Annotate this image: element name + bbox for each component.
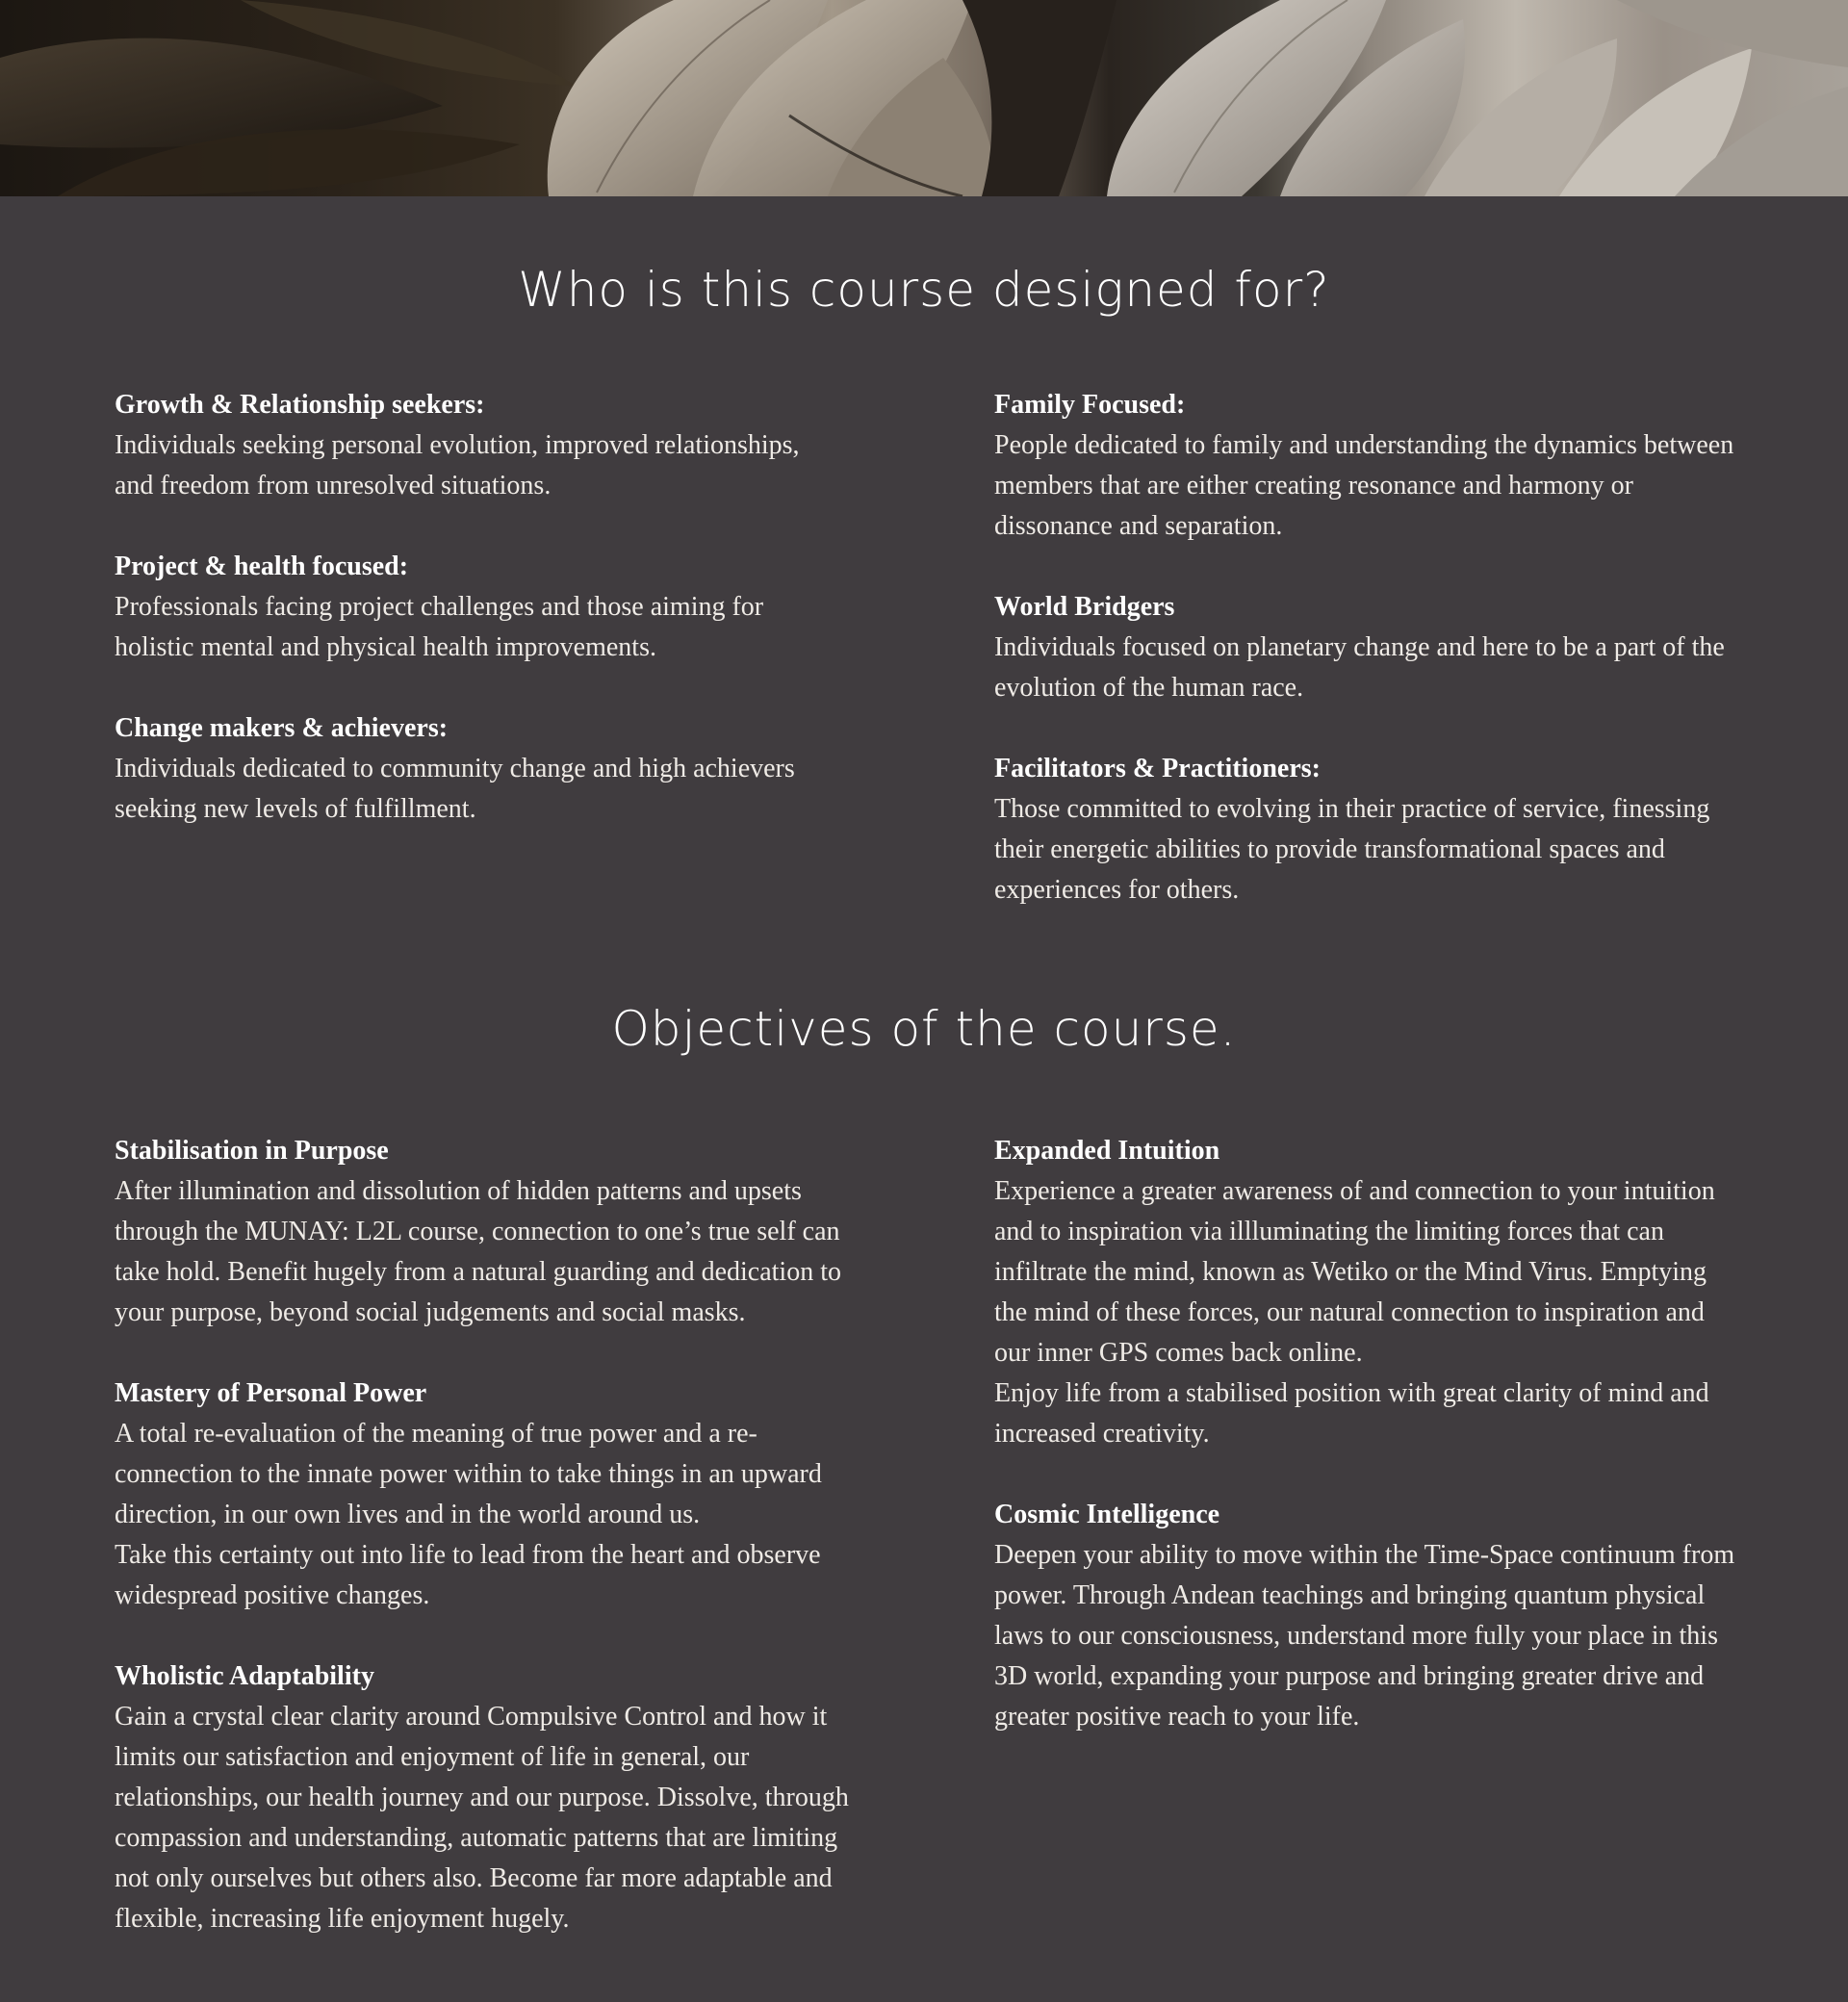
objective-item — [115, 1373, 885, 1616]
audience-right-column — [994, 385, 1784, 951]
objective-item-text: Deepen your ability to move within the Time-Space continuum from power. Through Andean teachings and bringing quantum physical laws to our consciousness, understand more fully your place in this 3D world, expanding your purpose and bringing greater drive and greater positive reach to your life. — [994, 1540, 1735, 1732]
objective-item — [994, 1495, 1784, 1737]
audience-item-title: Project & health focused: — [115, 552, 409, 581]
objective-item — [115, 1656, 885, 1939]
audience-item-text: Those committed to evolving in their practice of service, finessing their energetic abilities to provide transformational spaces and experiences for others. — [994, 794, 1710, 905]
audience-title: Who is this course designed for? — [518, 262, 1330, 318]
audience-item-title: World Bridgers — [994, 592, 1175, 622]
objective-item-title: Wholistic Adaptability — [115, 1661, 374, 1691]
feathers-illustration — [0, 0, 1848, 196]
objective-item-text: After illumination and dissolution of hidden patterns and upsets through the MUNAY: L2L course, connection to one’s true self can take hold. Benefit hugely from a natural guarding and dedication to your purpose, beyond social judgements and social masks. — [115, 1176, 841, 1327]
audience-item — [115, 547, 885, 668]
hero-feathers-image — [0, 0, 1848, 196]
audience-item-title: Growth & Relationship seekers: — [115, 390, 485, 420]
objective-item-title: Expanded Intuition — [994, 1136, 1220, 1166]
audience-item — [994, 587, 1784, 708]
objective-item — [994, 1131, 1784, 1454]
audience-item — [115, 385, 885, 506]
objectives-right-column — [994, 1131, 1784, 1778]
audience-left-column — [115, 385, 885, 870]
objective-item-title: Mastery of Personal Power — [115, 1378, 427, 1408]
audience-item-text: People dedicated to family and understanding the dynamics between members that are either creating resonance and harmony or dissonance and separation. — [994, 430, 1734, 541]
objectives-title: Objectives of the course. — [611, 1001, 1237, 1057]
objective-item — [115, 1131, 885, 1333]
audience-item-text: Individuals dedicated to community change and high achievers seeking new levels of fulfillment. — [115, 754, 795, 824]
objective-item-title: Cosmic Intelligence — [994, 1500, 1220, 1529]
audience-item — [994, 385, 1784, 547]
objective-item-text: Gain a crystal clear clarity around Compulsive Control and how it limits our satisfaction and enjoyment of life in general, our relationships, our health journey and our purpose. Dissolve, through compassion and understanding, automatic patterns that are limiting not only ourselves but others also. Become far more adaptable and flexible, increasing life enjoyment hugely. — [115, 1702, 849, 1934]
objective-item-text: Experience a greater awareness of and connection to your intuition and to inspiration via illluminating the limiting forces that can infiltrate the mind, known as Wetiko or the Mind Virus. Emptying the mind of these forces, our natural connection to inspiration and our inner GPS comes back online. Enjoy life from a stabilised position with great clarity of mind and increased creativity. — [994, 1176, 1715, 1449]
audience-item-title: Facilitators & Practitioners: — [994, 754, 1321, 783]
audience-item — [115, 708, 885, 830]
objective-item-title: Stabilisation in Purpose — [115, 1136, 389, 1166]
audience-item-text: Individuals seeking personal evolution, improved relationships, and freedom from unresolved situations. — [115, 430, 800, 500]
audience-item-title: Family Focused: — [994, 390, 1186, 420]
audience-item-title: Change makers & achievers: — [115, 713, 449, 743]
audience-item-text: Individuals focused on planetary change and here to be a part of the evolution of the human race. — [994, 632, 1725, 703]
audience-item — [994, 749, 1784, 911]
objective-item-text: A total re-evaluation of the meaning of true power and a re- connection to the innate power within to take things in an upward direction, in our own lives and in the world around us. Take this certainty out into life to lead from the heart and observe widespread positive changes. — [115, 1419, 822, 1610]
objectives-left-column — [115, 1131, 885, 1980]
audience-item-text: Professionals facing project challenges and those aiming for holistic mental and physical health improvements. — [115, 592, 764, 662]
